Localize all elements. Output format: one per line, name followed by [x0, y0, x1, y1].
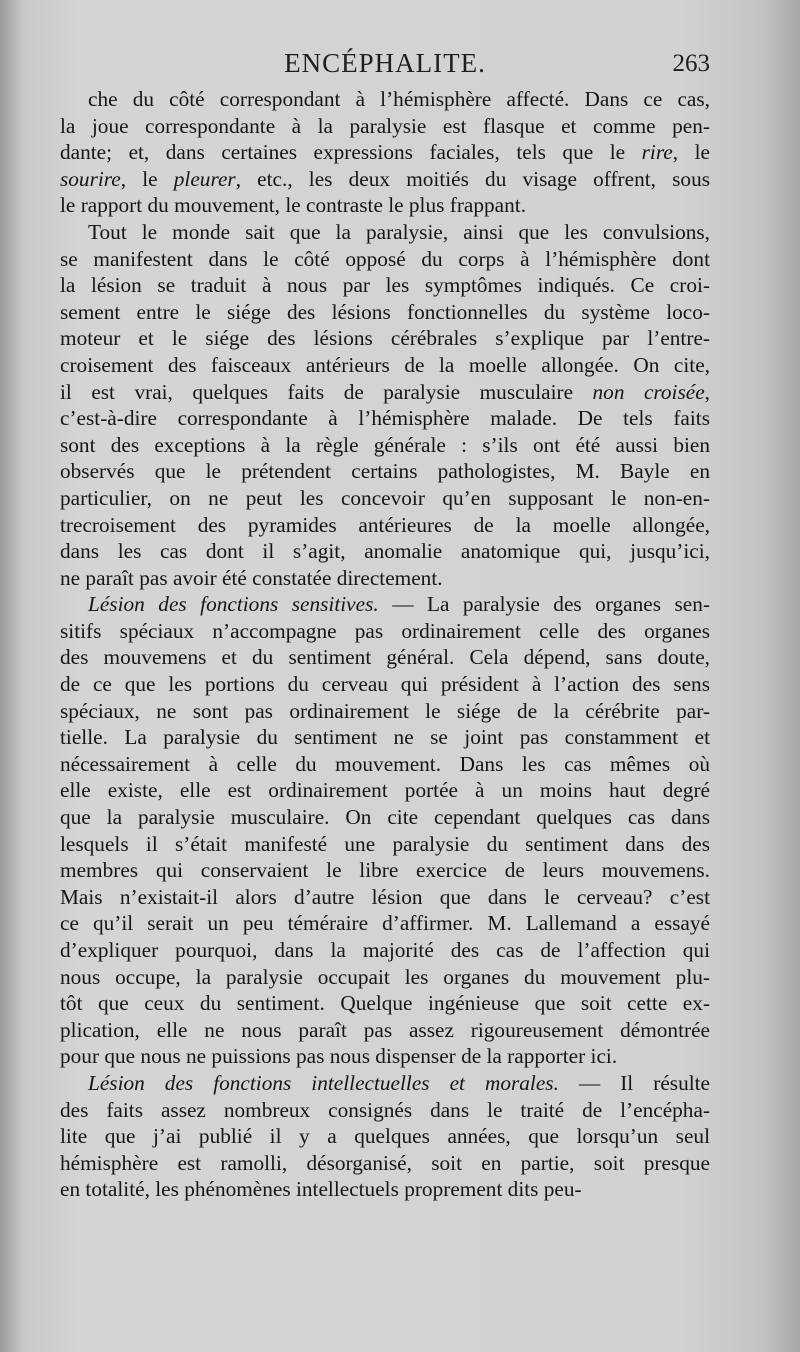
text-line: [60, 139, 710, 166]
text-segment: che du côté correspondant à l’hémisphère affecté. Dans ce cas,: [88, 87, 710, 111]
text-line: [60, 671, 710, 698]
text-segment: nécessairement à celle du mouvement. Dans les cas mêmes où: [60, 751, 710, 776]
text-segment: nous occupe, la paralysie occupait les organes du mouvement plu-: [60, 964, 710, 989]
text-segment: pour que nous ne puissions pas nous dispenser de la rapporter ici.: [60, 1044, 618, 1069]
text-segment: croisement des faisceaux antérieurs de la moelle allongée. On cite,: [60, 352, 710, 377]
text-segment: ce qu’il serait un peu téméraire d’affirmer. M. Lallemand a essayé: [60, 911, 710, 936]
text-line: [60, 937, 710, 964]
text-line: [60, 86, 710, 113]
text-segment: — Il résulte: [558, 1070, 711, 1095]
text-line: [60, 831, 710, 858]
paragraph: [60, 591, 710, 1070]
text-line: [60, 1097, 710, 1124]
text-segment: particulier, on ne peut les concevoir qu’en supposant le non-en-: [60, 485, 710, 510]
body-text: [60, 86, 710, 1203]
text-segment: sitifs spéciaux n’accompagne pas ordinairement celle des organes: [60, 618, 710, 643]
text-segment: Tout le monde sait que la paralysie, ainsi que les convulsions,: [88, 219, 710, 244]
paragraph: [60, 1070, 710, 1203]
text-line: [60, 272, 710, 299]
text-segment: d’expliquer pourquoi, dans la majorité des cas de l’affection qui: [60, 938, 710, 962]
text-segment: membres qui conservaient le libre exercice de leurs mouvemens.: [60, 858, 710, 883]
text-segment: lite que j’ai publié il y a quelques années, que lorsqu’un seul: [60, 1124, 710, 1149]
text-line: [60, 990, 710, 1017]
text-line: [60, 299, 710, 326]
text-line: [60, 1017, 710, 1044]
text-segment: , etc., les deux moitiés du visage offrent, sous: [235, 166, 711, 191]
page-header: [60, 48, 710, 84]
text-line: [60, 432, 710, 459]
text-line: [60, 1043, 710, 1070]
text-line: [60, 219, 710, 246]
text-line: [60, 1150, 710, 1177]
text-segment: lesquels il s’était manifesté une paralysie du sentiment dans des: [60, 831, 710, 856]
text-line: [60, 565, 710, 592]
page-number: 263: [672, 50, 710, 77]
text-line: [60, 964, 710, 991]
text-segment: des faits assez nombreux consignés dans le traité de l’encépha-: [60, 1097, 710, 1122]
text-line: [60, 113, 710, 140]
text-line: [60, 485, 710, 512]
text-line: [60, 804, 710, 831]
text-line: [60, 591, 710, 618]
text-segment: des mouvemens et du sentiment général. Cela dépend, sans doute,: [60, 645, 710, 670]
text-line: [60, 1123, 710, 1150]
text-segment: que la paralysie musculaire. On cite cependant quelques cas dans: [60, 805, 710, 830]
text-segment: dans les cas dont il s’agit, anomalie anatomique qui, jusqu’ici,: [60, 539, 710, 564]
text-line: [60, 1070, 710, 1097]
italic-text: Lésion des fonctions intellectuelles et morales.: [88, 1070, 559, 1095]
text-line: [60, 246, 710, 273]
text-line: [60, 192, 710, 219]
italic-text: rire: [641, 140, 673, 165]
text-segment: trecroisement des pyramides antérieures de la moelle allongée,: [60, 512, 710, 537]
text-segment: elle existe, elle est ordinairement portée à un moins haut degré: [60, 778, 710, 803]
running-title: ENCÉPHALITE.: [284, 48, 486, 78]
text-line: [60, 857, 710, 884]
text-segment: tôt que ceux du sentiment. Quelque ingénieuse que soit cette ex-: [60, 991, 710, 1016]
text-segment: ne paraît pas avoir été constatée directement.: [60, 565, 443, 590]
paragraph: [60, 219, 710, 591]
text-segment: tielle. La paralysie du sentiment ne se joint pas constamment et: [60, 725, 710, 750]
text-segment: le rapport du mouvement, le contraste le plus frappant.: [60, 193, 527, 218]
text-segment: la lésion se traduit à nous par les symptômes indiqués. Ce croi-: [60, 273, 710, 298]
text-line: [60, 405, 710, 432]
text-segment: moteur et le siége des lésions cérébrales s’explique par l’entre-: [60, 326, 710, 351]
text-line: [60, 379, 710, 406]
text-segment: sont des exceptions à la règle générale : s’ils ont été aussi bien: [60, 432, 710, 457]
text-line: [60, 166, 710, 193]
text-segment: se manifestent dans le côté opposé du corps à l’hémisphère dont: [60, 246, 710, 271]
italic-text: non croisée: [592, 379, 705, 404]
italic-text: pleurer: [173, 166, 236, 191]
text-segment: , le: [120, 166, 174, 191]
text-line: [60, 644, 710, 671]
text-segment: c’est-à-dire correspondante à l’hémisphère malade. De tels faits: [60, 406, 710, 431]
text-line: [60, 884, 710, 911]
text-line: [60, 512, 710, 539]
text-line: [60, 751, 710, 778]
text-line: [60, 618, 710, 645]
text-line: [60, 698, 710, 725]
italic-text: Lésion des fonctions sensitives.: [88, 592, 379, 617]
text-segment: hémisphère est ramolli, désorganisé, soit en partie, soit presque: [60, 1150, 710, 1175]
text-line: [60, 777, 710, 804]
text-segment: sement entre le siége des lésions fonctionnelles du système loco-: [60, 299, 710, 324]
text-line: [60, 724, 710, 751]
text-segment: il est vrai, quelques faits de paralysie musculaire: [60, 379, 593, 404]
text-segment: Mais n’existait-il alors d’autre lésion que dans le cerveau? c’est: [60, 884, 710, 909]
text-line: [60, 352, 710, 379]
text-line: [60, 325, 710, 352]
text-segment: dante; et, dans certaines expressions faciales, tels que le: [60, 140, 642, 165]
text-segment: ,: [704, 379, 710, 404]
text-segment: la joue correspondante à la paralysie est flasque et comme pen-: [60, 113, 710, 138]
paragraph: [60, 86, 710, 219]
text-line: [60, 910, 710, 937]
text-line: [60, 458, 710, 485]
text-segment: observés que le prétendent certains pathologistes, M. Bayle en: [60, 459, 710, 484]
text-line: [60, 538, 710, 565]
text-segment: en totalité, les phénomènes intellectuels proprement dits peu-: [60, 1177, 582, 1202]
text-segment: — La paralysie des organes sen-: [378, 592, 710, 617]
text-segment: spéciaux, ne sont pas ordinairement le siége de la cérébrite par-: [60, 698, 710, 723]
italic-text: sourire: [60, 166, 121, 191]
text-segment: de ce que les portions du cerveau qui président à l’action des sens: [60, 672, 710, 697]
text-segment: plication, elle ne nous paraît pas assez rigoureusement démontrée: [60, 1017, 710, 1042]
text-segment: , le: [672, 140, 710, 165]
text-line: [60, 1176, 710, 1203]
